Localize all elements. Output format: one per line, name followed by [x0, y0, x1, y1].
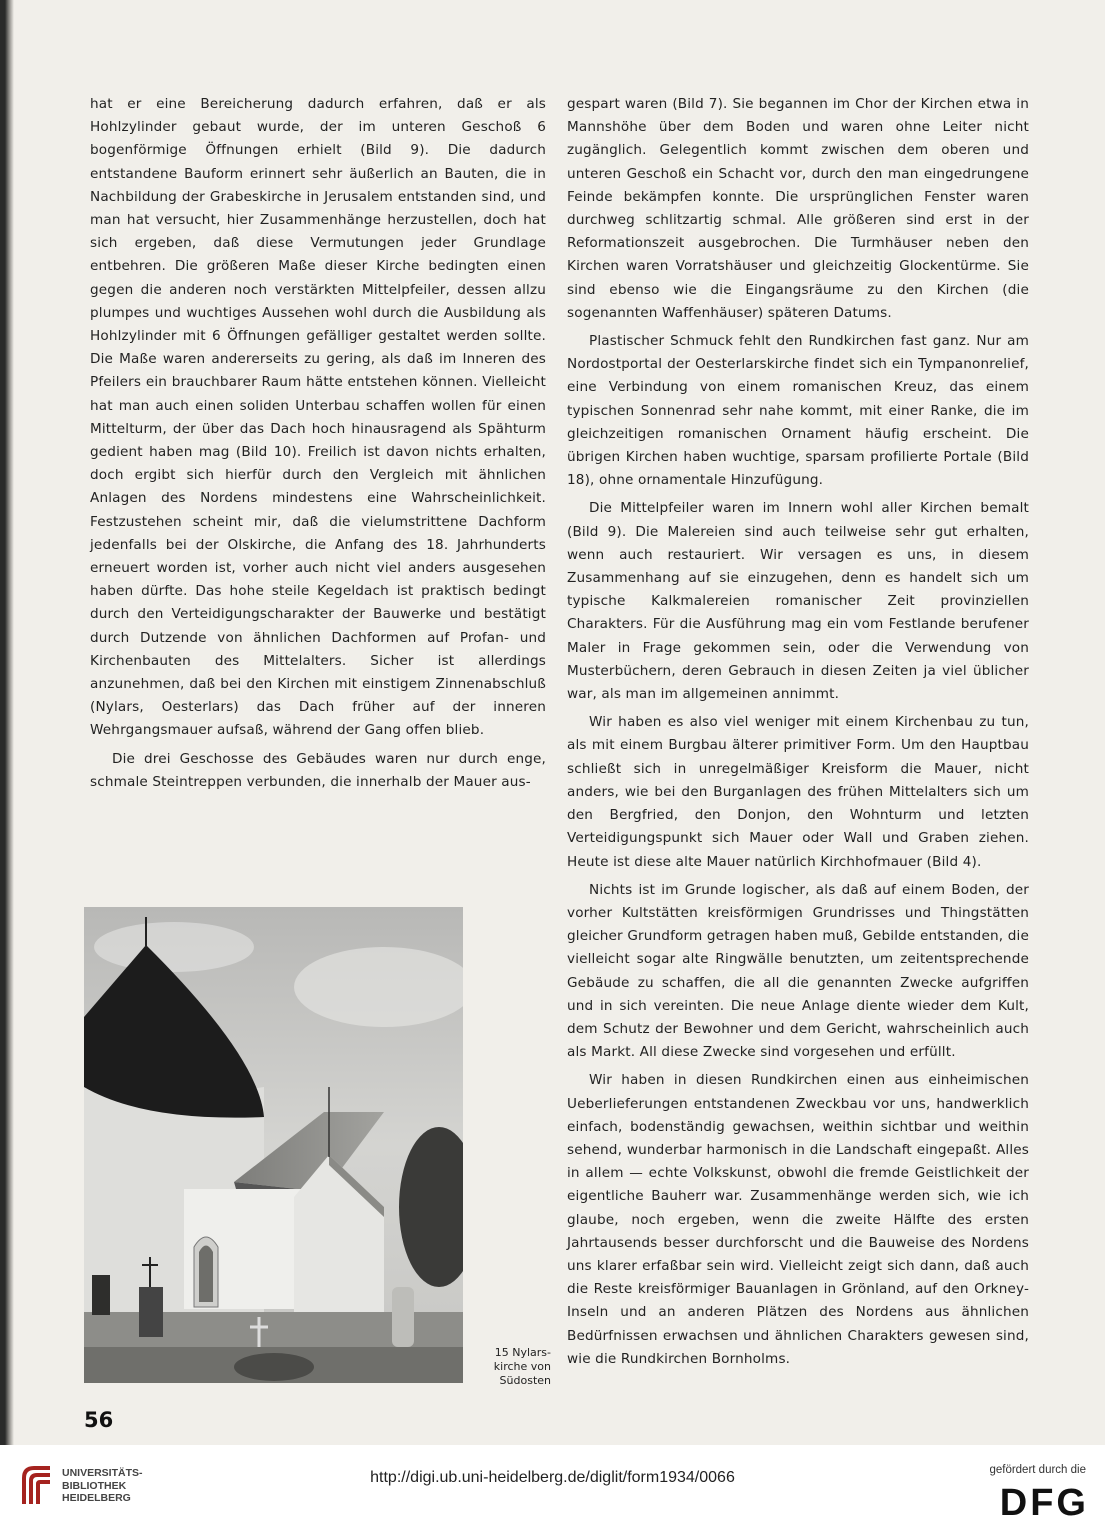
- church-photograph: [84, 907, 463, 1383]
- right-text-column: [567, 93, 1029, 1371]
- scan-page-edge: [0, 0, 14, 1445]
- left-text-column: [90, 93, 546, 794]
- paragraph: Wir haben in diesen Rundkirchen einen aus einheimischen Ueberlieferungen entstandenen Zweckbau vor uns, handwerklich einfach, bodenständig gewachsen, weithin sichtbar und weithin sehend, wunderbar harmonisch in die Landschaft eingepaßt. Alles in allem — echte Volkskunst, obwohl die fremde Geistlichkeit der eigentliche Bauherr war. Zusammenhänge werden sich, wie ich glaube, noch ergeben, wenn die zweite Hälfte des ersten Jahrtausends besser durchforscht und die Bauweise des Nordens uns klarer erfaßbar sein wird. Vielleicht zeigt sich dann, daß auch die Reste kreisförmiger Bauanlagen in Grönland, auf den Orkney-Inseln und an anderen Plätzen des Nordens aus ähnlichen Bedürfnissen erwachsen und ähnlichen Charakters gewesen sind, wie die Rundkirchen Bornholms.: [567, 1072, 1029, 1367]
- figure-caption: [471, 1346, 551, 1388]
- paragraph: Nichts ist im Grunde logischer, als daß auf einem Boden, der vorher Kultstätten kreisförmigen Grundrisses und Thingstätten gleicher Grundform getragen haben muß, Gebilde entstanden, die vielleicht sogar alte Ringwälle benutzten, um zeitentsprechende Gebäude zu schaffen, die all die genannten Zwecke aufgriffen und in sich vereinten. Die neue Anlage diente wieder dem Kult, dem Schutz der Bewohner und dem Gericht, wahrscheinlich auch als Markt. All diese Zwecke sind vorgesehen und erfüllt.: [567, 881, 1029, 1061]
- page-number: 56: [84, 1408, 114, 1432]
- library-name-line: HEIDELBERG: [62, 1492, 131, 1504]
- caption-line: 15 Nylars-: [494, 1346, 551, 1359]
- church-photo-illustration: [84, 907, 463, 1383]
- paragraph: Plastischer Schmuck fehlt den Rundkirchen fast ganz. Nur am Nordostportal der Oesterlarskirche findet sich ein Tympanonrelief, eine Verbindung von einem romanischen Kreuz, das einem typischen Sonnenrad sehr nahe kommt, mit einer Ranke, die im gleichzeitigen romanischen Ornament häufig erscheint. Die übrigen Kirchen haben wuchtige, sparsam profilierte Portale (Bild 18), ohne ornamentale Hinzufügung.: [567, 333, 1029, 489]
- paragraph: Die drei Geschosse des Gebäudes waren nur durch enge, schmale Steintreppen verbunden, die innerhalb der Mauer aus-: [90, 750, 546, 790]
- library-name-line: BIBLIOTHEK: [62, 1479, 127, 1492]
- caption-line: kirche von: [493, 1360, 551, 1373]
- caption-line: Südosten: [499, 1374, 551, 1387]
- library-name-line: UNIVERSITÄTS-: [62, 1467, 143, 1479]
- permalink-url[interactable]: http://digi.ub.uni-heidelberg.de/diglit/form1934/0066: [370, 1469, 735, 1486]
- paragraph: Wir haben es also viel weniger mit einem Kirchenbau zu tun, als mit einem Burgbau älterer primitiver Form. Um den Hauptbau schließt sich in unregelmäßiger Kreisform die Mauer, nicht anders, wie bei den Burganlagen des frühen Mittelalters sich um den Bergfried, den Donjon, den Wohnturm und letzten Verteidigungspunkt sich Mauer oder Wall und Graben ziehen. Heute ist diese alte Mauer natürlich Kirchhofmauer (Bild 4).: [567, 714, 1029, 870]
- paragraph: hat er eine Bereicherung dadurch erfahren, daß er als Hohlzylinder gebaut wurde, der im unteren Geschoß 6 bogenförmige Öffnungen erhielt (Bild 9). Die dadurch entstandene Bauform erinnert sehr äußerlich an Bauten, die in Nachbildung der Grabeskirche in Jerusalem entstanden sind, und man hat versucht, hier Zusammenhänge herzustellen, doch hat sich ergeben, daß diese Vermutungen jeder Grundlage entbehren. Die größeren Maße dieser Kirche bedingten einen gegen die anderen noch verstärkten Mittelpfeiler, dessen allzu plumpes und wuchtiges Aussehen wohl durch die Ausbildung als Hohlzylinder mit 6 Öffnungen gefälliger gestaltet werden sollte. Die Maße waren andererseits zu gering, als daß im Inneren des Pfeilers ein brauchbarer Raum hätte entstehen können. Vielleicht hat man auch einen soliden Unterbau schaffen wollen für einen Mittelturm, der über das Dach hoch hinausragend als Spähturm gedient haben mag (Bild 10). Freilich ist davon nichts erhalten, doch ergibt sich hierfür durch den Vergleich mit ähnlichen Anlagen des Nordens mindestens eine Wahrscheinlichkeit. Festzustehen scheint mir, daß die vielumstrittene Dachform jedenfalls bei der Olskirche, die Anfang des 18. Jahrhunderts erneuert worden ist, vorher auch nicht viel anders ausgesehen haben dürfte. Das hohe steile Kegeldach ist praktisch bedingt durch den Verteidigungscharakter der Bauwerke und bestätigt durch Dutzende von ähnlichen Dachformen auf Profan- und Kirchenbauten des Mittelalters. Sicher ist allerdings anzunehmen, daß bei den Kirchen mit einstigem Zinnenabschluß (Nylars, Oesterlars) das Dach früher auf der inneren Wehrgangsmauer aufsaß, während der Gang offen blieb.: [90, 96, 546, 739]
- paragraph: gespart waren (Bild 7). Sie begannen im Chor der Kirchen etwa in Mannshöhe über dem Boden und waren ohne Leiter nicht zugänglich. Gelegentlich kommt zwischen dem oberen und unteren Geschoß ein Schacht vor, durch den man eingedrungene Feinde bekämpfen konnte. Die ursprünglichen Fenster waren durchweg schlitzartig schmal. Alle größeren sind erst in der Reformationszeit ausgebrochen. Die Turmhäuser neben den Kirchen waren Vorratshäuser und gleichzeitig Glockentürme. Sie sind ebenso wie die Eingangsräume zu den Kirchen (die sogenannten Waffenhäuser) späteren Datums.: [567, 96, 1029, 321]
- paragraph: Die Mittelpfeiler waren im Innern wohl aller Kirchen bemalt (Bild 9). Die Malereien sind auch teilweise sehr gut erhalten, wenn auch restauriert. Wir versagen es uns, in diesem Zusammenhang auf sie einzugehen, denn es handelt sich um typische Kalkmalereien romanischer Zeit provinziellen Charakters. Für die Ausführung mag ein vom Festlande berufener Maler in Frage gekommen sein, oder die Verwendung von Musterbüchern, deren Gebrauch in diesen Zeiten ja viel üblicher war, als man im allgemeinen annimmt.: [567, 500, 1029, 703]
- funding-text: gefördert durch die: [989, 1464, 1086, 1476]
- dfg-logo: DFG: [999, 1482, 1089, 1524]
- digitization-footer: [0, 1445, 1105, 1534]
